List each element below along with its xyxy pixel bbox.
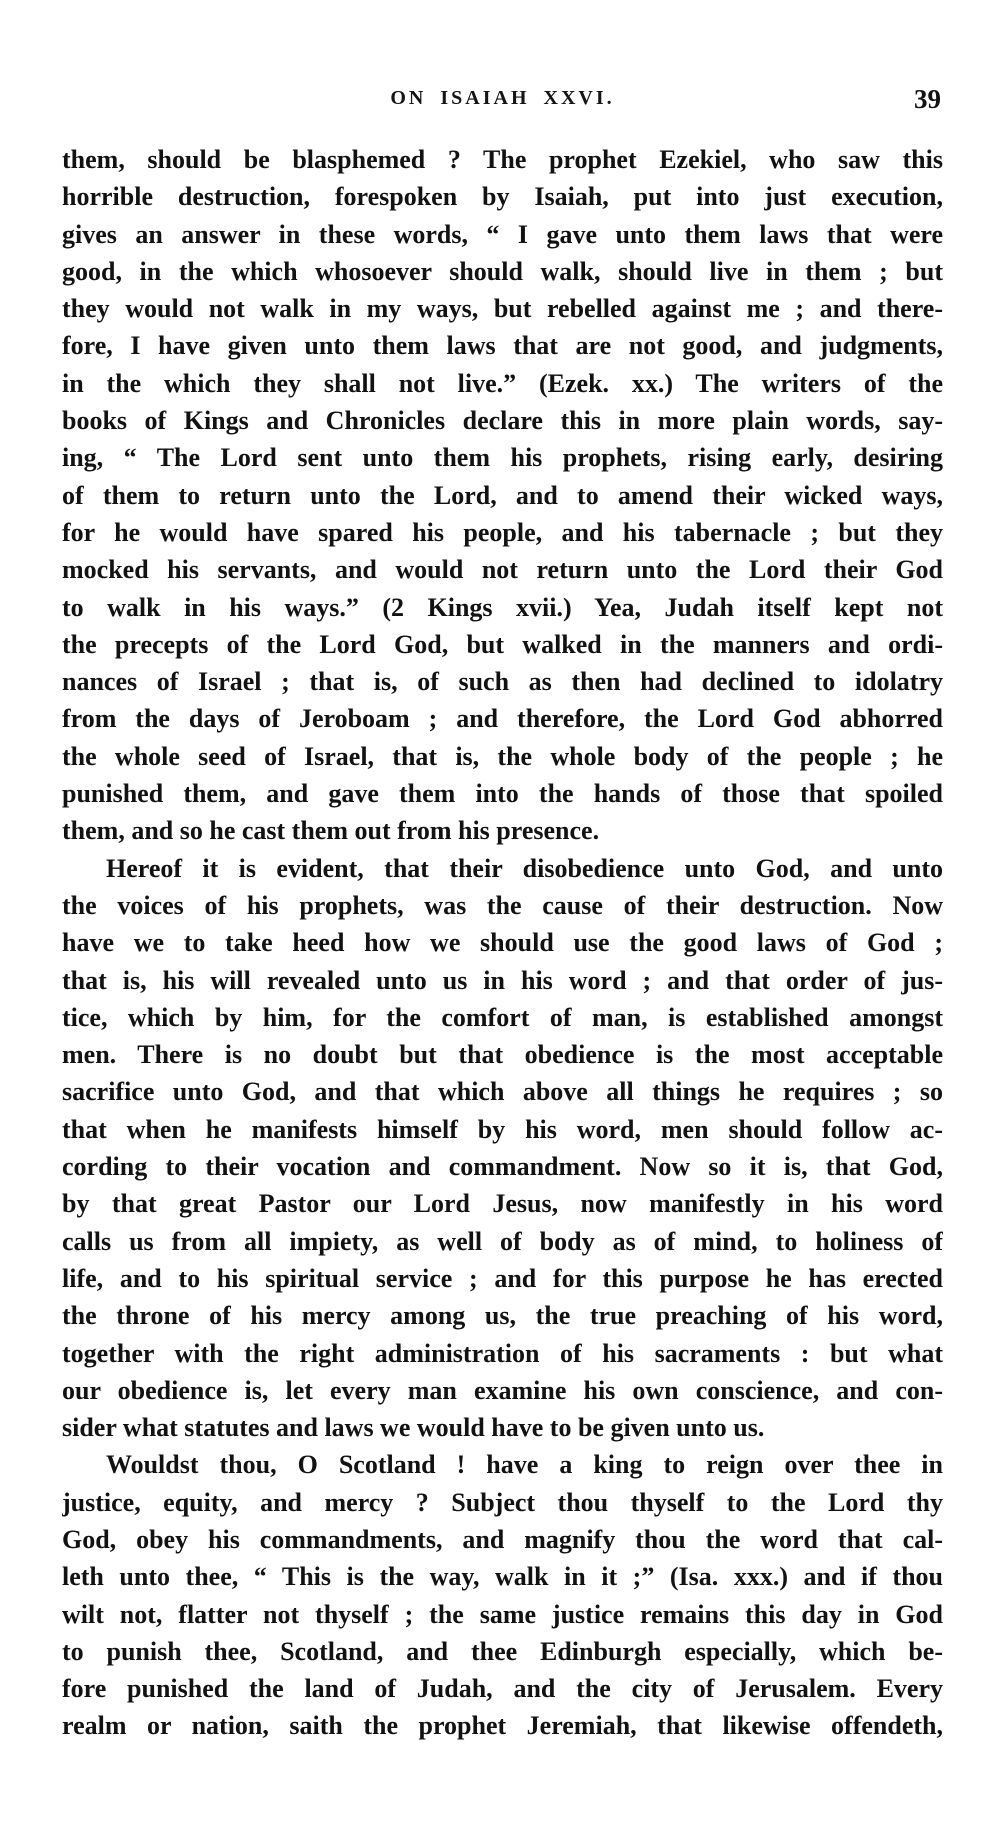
text-line: the voices of his prophets, was the cause of their destruction. Now	[62, 890, 943, 920]
text-line: to punish thee, Scotland, and thee Edinburgh especially, which be-	[62, 1636, 943, 1666]
text-line: nances of Israel ; that is, of such as then had declined to idolatry	[62, 667, 943, 697]
text-line: wilt not, flatter not thyself ; the same justice remains this day in God	[62, 1599, 943, 1629]
text-line: the whole seed of Israel, that is, the whole body of the people ; he	[62, 741, 943, 771]
text-line: fore punished the land of Judah, and the city of Jerusalem. Every	[62, 1674, 943, 1704]
text-line: books of Kings and Chronicles declare this in more plain words, say-	[62, 406, 943, 436]
text-line: gives an answer in these words, “ I gave unto them laws that were	[62, 219, 943, 249]
paragraph	[62, 141, 943, 850]
text-line: realm or nation, saith the prophet Jeremiah, that likewise offendeth,	[62, 1711, 943, 1741]
text-line: for he would have spared his people, and his tabernacle ; but they	[62, 517, 943, 547]
text-line: that is, his will revealed unto us in his word ; and that order of jus-	[62, 965, 943, 995]
text-line: Wouldst thou, O Scotland ! have a king to reign over thee in	[106, 1450, 943, 1480]
text-line: in the which they shall not live.” (Ezek. xx.) The writers of the	[62, 368, 943, 398]
text-line: the throne of his mercy among us, the true preaching of his word,	[62, 1301, 943, 1331]
text-line: them, should be blasphemed ? The prophet Ezekiel, who saw this	[62, 145, 943, 174]
text-line: the precepts of the Lord God, but walked in the manners and ordi-	[62, 629, 943, 659]
page-number: 39	[914, 84, 941, 114]
text-line: Hereof it is evident, that their disobedience unto God, and unto	[106, 853, 943, 883]
text-line: justice, equity, and mercy ? Subject thou thyself to the Lord thy	[62, 1487, 943, 1517]
text-line: ing, “ The Lord sent unto them his prophets, rising early, desiring	[62, 443, 943, 473]
text-line: they would not walk in my ways, but rebelled against me ; and there-	[62, 294, 943, 324]
paragraph	[62, 1446, 943, 1744]
text-line: good, in the which whosoever should walk, should live in them ; but	[62, 256, 943, 286]
text-line: sider what statutes and laws we would have to be given unto us.	[62, 1413, 765, 1443]
text-line: mocked his servants, and would not return unto the Lord their God	[62, 555, 943, 585]
text-line: calls us from all impiety, as well of body as of mind, to holiness of	[62, 1226, 943, 1256]
text-line: from the days of Jeroboam ; and therefore, the Lord God abhorred	[62, 704, 943, 734]
text-line: horrible destruction, forespoken by Isaiah, put into just execution,	[62, 182, 943, 212]
text-line: to walk in his ways.” (2 Kings xvii.) Yea, Judah itself kept not	[62, 592, 943, 622]
text-line: punished them, and gave them into the hands of those that spoiled	[62, 779, 943, 809]
text-line: leth unto thee, “ This is the way, walk in it ;” (Isa. xxx.) and if thou	[62, 1562, 943, 1592]
page-header	[62, 84, 943, 118]
text-line: men. There is no doubt but that obedience is the most acceptable	[62, 1040, 943, 1070]
text-line: God, obey his commandments, and magnify thou the word that cal-	[62, 1524, 943, 1554]
text-line: of them to return unto the Lord, and to amend their wicked ways,	[62, 480, 943, 510]
text-line: that when he manifests himself by his word, men should follow ac-	[62, 1114, 943, 1144]
text-line: our obedience is, let every man examine his own conscience, and con-	[62, 1375, 943, 1405]
text-line: life, and to his spiritual service ; and for this purpose he has erected	[62, 1263, 943, 1293]
text-line: together with the right administration of his sacraments : but what	[62, 1338, 943, 1368]
text-line: cording to their vocation and commandment. Now so it is, that God,	[62, 1152, 943, 1182]
text-line: by that great Pastor our Lord Jesus, now manifestly in his word	[62, 1189, 943, 1219]
paragraph	[62, 850, 943, 1447]
text-line: them, and so he cast them out from his presence.	[62, 816, 600, 846]
text-line: sacrifice unto God, and that which above all things he requires ; so	[62, 1077, 943, 1107]
text-line: fore, I have given unto them laws that are not good, and judgments,	[62, 331, 943, 361]
running-title: ON ISAIAH XXVI.	[390, 87, 615, 109]
text-line: tice, which by him, for the comfort of man, is established amongst	[62, 1002, 943, 1032]
page-body	[62, 141, 943, 1745]
text-line: have we to take heed how we should use the good laws of God ;	[62, 928, 943, 958]
